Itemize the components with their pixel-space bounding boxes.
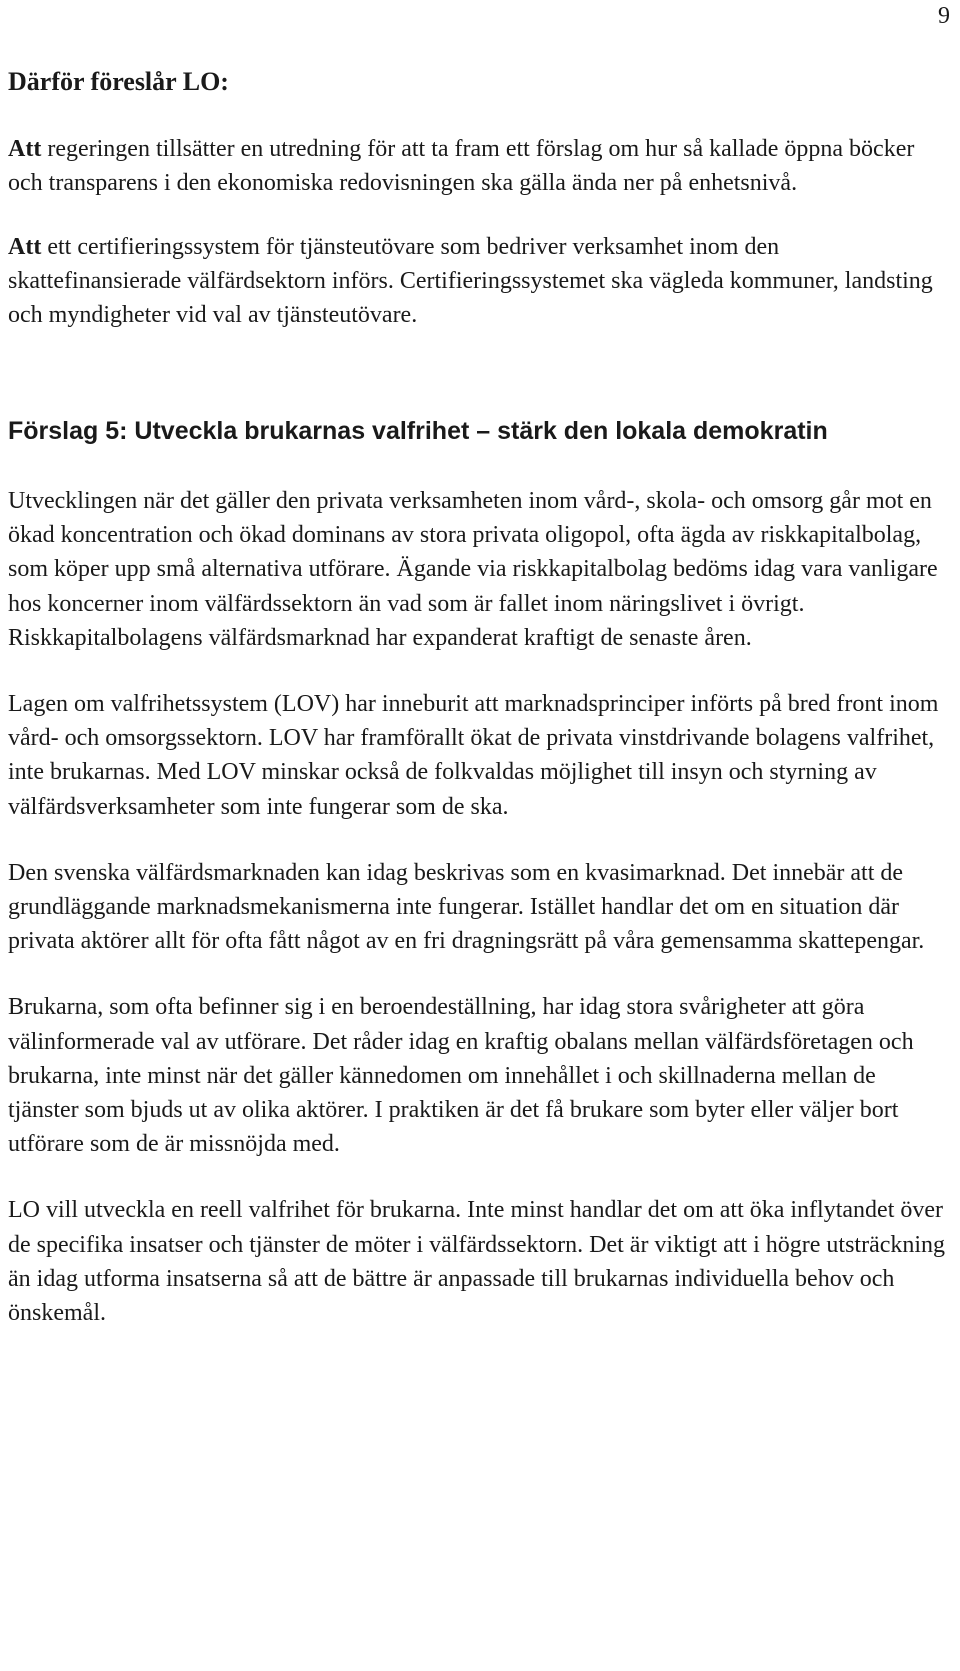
att-item (8, 230, 948, 332)
document-body (8, 64, 948, 1362)
att-lead: Att (8, 136, 42, 162)
paragraph: Brukarna, som ofta befinner sig i en beroendeställning, har idag stora svårigheter att göra välinformerade val av utförare. Det råder idag en kraftig obalans mellan välfärdsföretagen och brukarna, inte minst när det gäller kännedomen om innehållet i och skillnaderna mellan de tjänster som bjuds ut av olika aktörer. I praktiken är det få brukare som byter eller väljer bort utförare som de är missnöjda med. (8, 994, 914, 1158)
proposal-heading: Därför föreslår LO: (8, 67, 229, 96)
section-heading: Förslag 5: Utveckla brukarnas valfrihet – stärk den lokala demokratin (8, 417, 828, 445)
paragraph: Den svenska välfärdsmarknaden kan idag beskrivas som en kvasimarknad. Det innebär att de grundläggande marknadsmekanismerna inte fungerar. Istället handlar det om en situation där privata aktörer allt för ofta fått något av en fri dragningsrätt på våra gemensamma skattepengar. (8, 859, 925, 955)
att-text: ett certifieringssystem för tjänsteutövare som bedriver verksamhet inom den skattefinansierade välfärdsektorn införs. Certifieringssystemet ska vägleda kommuner, landsting och myndigheter vid val av tjänsteutövare. (8, 234, 933, 328)
paragraph: Lagen om valfrihetssystem (LOV) har inneburit att marknadsprinciper införts på bred front inom vård- och omsorgssektorn. LOV har framförallt ökat de privata vinstdrivande bolagens valfrihet, inte brukarnas. Med LOV minskar också de folkvaldas möjlighet till insyn och styrning av välfärdsverksamheter som inte fungerar som de ska. (8, 691, 939, 820)
att-text: regeringen tillsätter en utredning för att ta fram ett förslag om hur så kallade öppna böcker och transparens i den ekonomiska redovisningen ska gälla ända ner på enhetsnivå. (8, 136, 915, 196)
paragraph: LO vill utveckla en reell valfrihet för brukarna. Inte minst handlar det om att öka inflytandet över de specifika insatser och tjänster de möter i välfärdssektorn. Det är viktigt att i högre utsträckning än idag utforma insatserna så att de bättre är anpassade till brukarnas individuella behov och önskemål. (8, 1197, 946, 1327)
att-item (8, 132, 948, 200)
paragraph: Utvecklingen när det gäller den privata verksamheten inom vård-, skola- och omsorg går mot en ökad koncentration och ökad dominans av stora privata oligopol, ofta ägda av riskkapitalbolag, som köper upp små alternativa utförare. Ägande via riskkapitalbolag bedöms idag vara vanligare hos koncerner inom välfärdssektorn än vad som är fallet inom näringslivet i övrigt. Riskkapitalbolagens välfärdsmarknad har expanderat kraftigt de senaste åren. (8, 488, 938, 651)
att-lead: Att (8, 234, 42, 260)
page-number: 9 (938, 3, 950, 29)
